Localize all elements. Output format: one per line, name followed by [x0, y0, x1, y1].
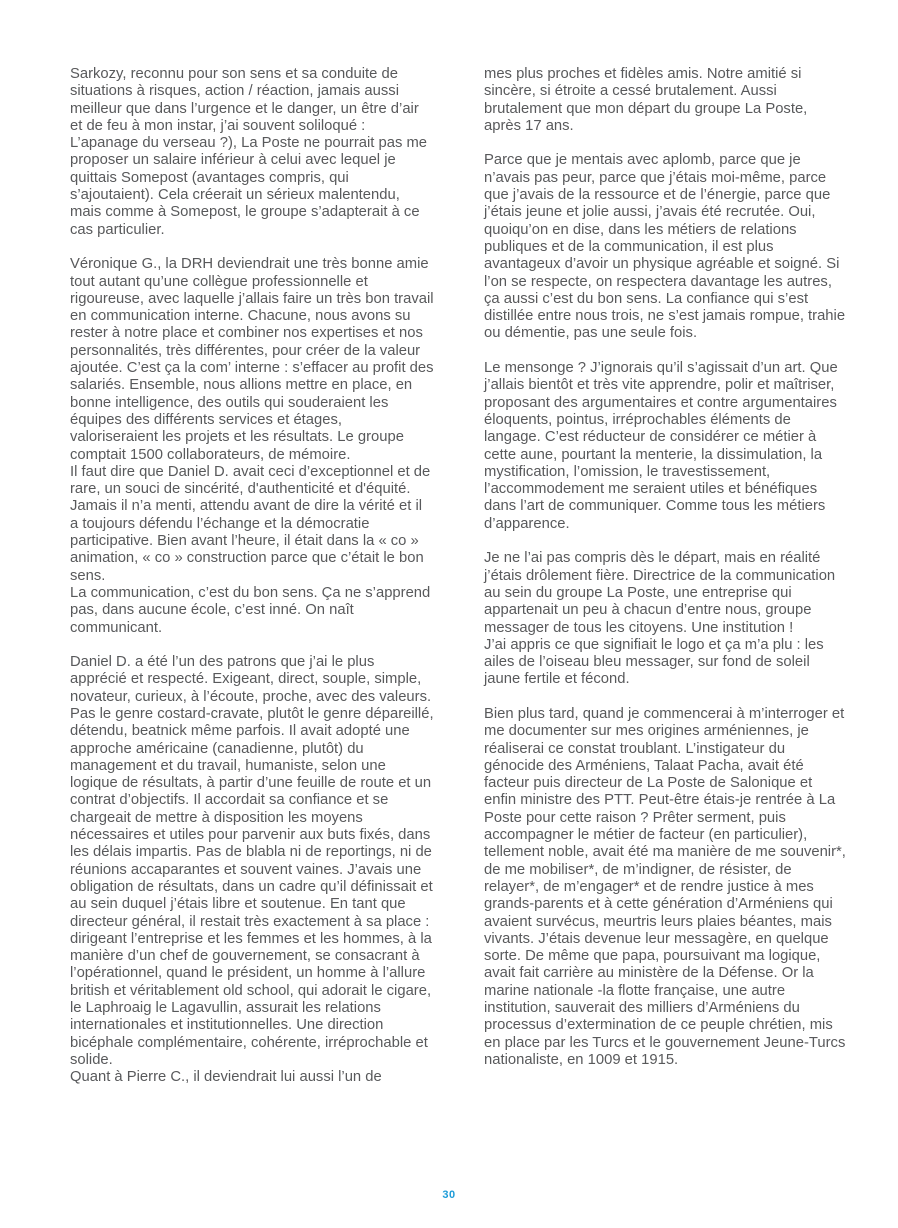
paragraph: La communication, c’est du bon sens. Ça ne s’apprend pas, dans aucune école, c’est inné. On naît communicant.	[70, 584, 431, 636]
paragraph: Bien plus tard, quand je commencerai à m’interroger et me documenter sur mes origines arméniennes, je réaliserai ce constat troublant. L’instigateur du génocide des Arméniens, Talaat Pacha, avait été facteur puis directeur de La Poste de Salonique et enfin ministre des PTT. Peut-être étais-je rentrée à La Poste pour cette raison ? Prêter serment, puis accompagner le métier de facteur (en particulier), tellement noble, avait été ma manière de me souvenir*, de me mobiliser*, de m’indigner, de résister, de relayer*, de m’engager* et de rendre justice à mes grands-parents et à cette génération d’Arméniens qui avaient survécus, meurtris leurs plaies béantes, mais vivants. J’étais devenue leur messagère, en quelque sorte. De même que papa, poursuivant ma logique, avait fait carrière au ministère de la Défense. Or la marine nationale -la flotte française, une autre institution, sauverait des milliers d’Arméniens du processus d’extermination de ce peuple chrétien, mis en place par les Turcs et le gouvernement Jeune-Turcs nationaliste, en 1009 et 1915.	[484, 705, 846, 1068]
paragraph: Véronique G., la DRH deviendrait une très bonne amie tout autant qu’une collègue professionnelle et rigoureuse, avec laquelle j’allais faire un très bon travail en communication interne. Chacune, nous avons su rester à notre place et combiner nos expertises et nos personnalités, très différentes, pour créer de la valeur ajoutée. C’est ça la com’ interne : s’effacer au profit des salariés. Ensemble, nous allions mettre en place, en bonne intelligence, des outils qui souderaient les équipes des différents services et étages, valoriseraient les projets et les résultats. Le groupe comptait 1500 collaborateurs, de mémoire.	[70, 256, 434, 463]
right-column	[484, 66, 848, 1069]
paragraph: Parce que je mentais avec aplomb, parce que je n’avais pas peur, parce que j’étais moi-même, parce que j’avais de la ressource et de l’énergie, parce que j’étais jeune et jolie aussi, j’avais été recrutée. Oui, quoiqu’on en dise, dans les métiers de relations publiques et de la communication, il est plus avantageux d’avoir un physique agréable et soigné. Si l’on se respecte, on respectera davantage les autres, ça aussi c’est du bon sens. La confiance qui s’est distillée entre nous trois, ne s’est jamais rompue, trahie ou démentie, pas une seule fois.	[484, 152, 846, 342]
paragraph: Le mensonge ? J’ignorais qu’il s’agissait d’un art. Que j’allais bientôt et très vite apprendre, polir et maîtriser, proposant des argumentaires et contre argumentaires éloquents, pointus, irréprochables éléments de langage. C’est réducteur de considérer ce métier à cette aune, pourtant la menterie, la dissimulation, la mystification, l’omission, le travestissement, l’accommodement me seraient utiles et bénéfiques dans l’art de communiquer. Comme tous les métiers d’apparence.	[484, 360, 838, 532]
left-column	[70, 66, 434, 1087]
paragraph: Il faut dire que Daniel D. avait ceci d’exceptionnel et de rare, un souci de sincérité, d'authenticité et d'équité. Jamais il n’a menti, attendu avant de dire la vérité et il a toujours défendu l’échange et la démocratie participative. Bien avant l’heure, il était dans la « co » animation, « co » construction parce que c’était le bon sens.	[70, 463, 431, 584]
paragraph: Je ne l’ai pas compris dès le départ, mais en réalité j’étais drôlement fière. Directrice de la communication au sein du groupe La Poste, une entreprise qui appartenait un peu à chacun d’entre nous, groupe messager de tous les citoyens. Une institution !	[484, 550, 836, 636]
paragraph: mes plus proches et fidèles amis. Notre amitié si sincère, si étroite a cessé brutalement. Aussi brutalement que mon départ du groupe La Poste, après 17 ans.	[484, 66, 808, 134]
paragraph: Quant à Pierre C., il deviendrait lui aussi l’un de	[70, 1069, 382, 1086]
page-number: 30	[442, 1189, 456, 1201]
paragraph: J’ai appris ce que signifiait le logo et ça m’a plu : les ailes de l’oiseau bleu messager, sur fond de soleil jaune fertile et fécond.	[484, 636, 824, 688]
paragraph: Daniel D. a été l’un des patrons que j’ai le plus apprécié et respecté. Exigeant, direct, souple, simple, novateur, curieux, à l’écoute, proche, avec des valeurs. Pas le genre costard-cravate, plutôt le genre dépareillé, détendu, beatnick même parfois. Il avait adopté une approche américaine (canadienne, plutôt) du management et du travail, humaniste, selon une logique de résultats, à partir d’une feuille de route et un contrat d’objectifs. Il accordait sa confiance et se chargeait de mettre à disposition les moyens nécessaires et utiles pour parvenir aux buts fixés, dans les délais impartis. Pas de blabla ni de reportings, ni de réunions accaparantes et souvent vaines. J’avais une obligation de résultats, dans un cadre qu’il définissait et au sein duquel j’étais libre et soutenue. En tant que directeur général, il restait très exactement à sa place : dirigeant l’entreprise et les femmes et les hommes, à la manière d’un chef de gouvernement, se consacrant à l’opérationnel, quand le président, un homme à l’allure british et véritablement old school, qui adorait le cigare, le Laphroaig le Lagavullin, assurait les relations internationales et institutionnelles. Une direction bicéphale complémentaire, cohérente, irréprochable et solide.	[70, 654, 434, 1068]
paragraph: Sarkozy, reconnu pour son sens et sa conduite de situations à risques, action / réaction, jamais aussi meilleur que dans l’urgence et le danger, un être d’air et de feu à mon instar, j’ai souvent soliloqué : L’apanage du verseau ?), La Poste ne pourrait pas me proposer un salaire inférieur à celui avec lequel je quittais Somepost (avantages compris, qui s’ajoutaient). Cela créerait un sérieux malentendu, mais comme à Somepost, le groupe s’adapterait à ce cas particulier.	[70, 66, 428, 238]
